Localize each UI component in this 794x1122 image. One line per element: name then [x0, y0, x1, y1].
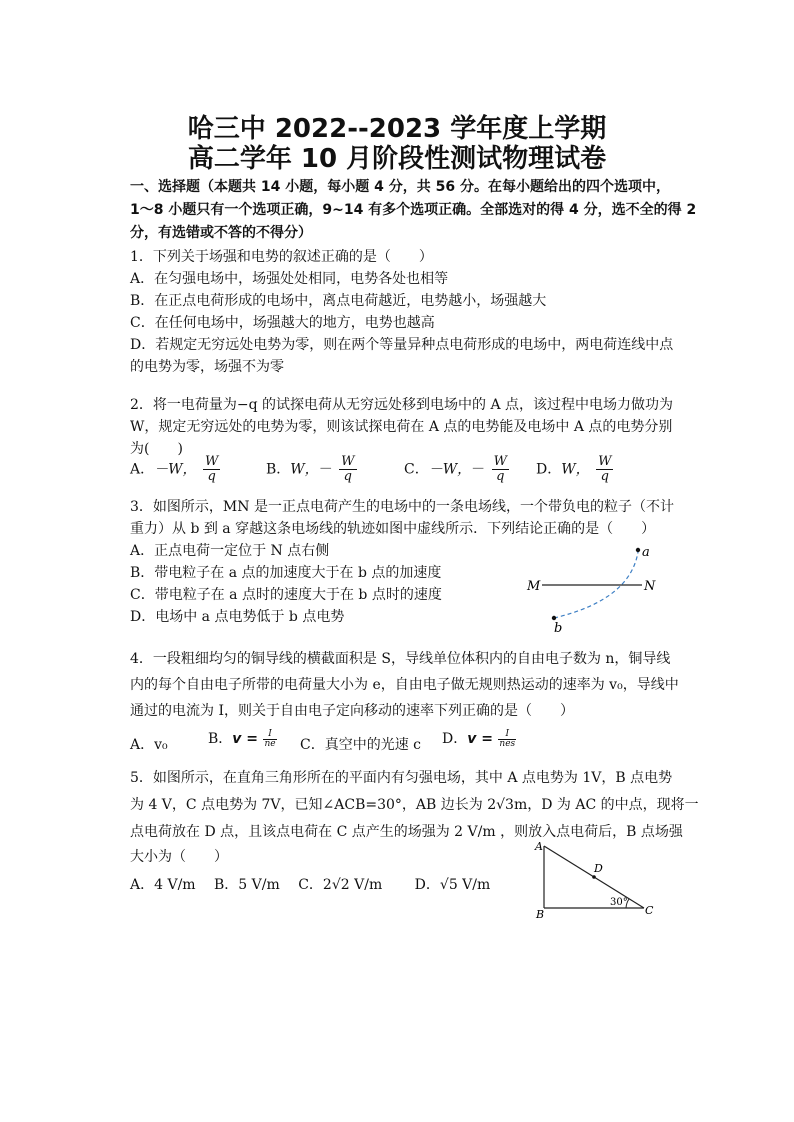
field-line-trajectory-figure	[520, 540, 670, 635]
q3-stem-line1: 3．如图所示，MN 是一正点电荷产生的电场中的一条电场线，一个带负电的粒子（不计	[130, 499, 674, 515]
q2-stem-line1: 2．将一电荷量为−q 的试探电荷从无穷远处移到电场中的 A 点，该过程中电场力做功为	[130, 397, 674, 413]
q4-option-a: A．v₀	[130, 737, 168, 753]
q2-stem-line2: W，规定无穷远处的电势为零，则该试探电荷在 A 点的电势能及电场中 A 点的电势分别	[130, 419, 673, 435]
q5-stem-line1: 5．如图所示，在直角三角形所在的平面内有匀强电场，其中 A 点电势为 1V，B 点电势	[130, 770, 673, 786]
fraction-w-over-q: $\frac{W}{q}$	[341, 454, 355, 484]
section-instructions-line2: 1～8 小题只有一个选项正确，9~14 有多个选项正确。全部选对的得 4 分，选不全的得 2	[130, 202, 697, 218]
q2-option-b: B．W，－ $\frac{W}{q}$	[266, 454, 355, 484]
q2-option-a: A．－W， $\frac{W}{q}$	[130, 454, 219, 484]
q4-stem-line3: 通过的电流为 I，则关于自由电子定向移动的速率下列正确的是（ ）	[130, 703, 574, 719]
fraction-i-over-nes: $\frac{I}{\text{nes}}$	[499, 728, 516, 749]
q3-option-b: B．带电粒子在 a 点的加速度大于在 b 点的加速度	[130, 565, 442, 581]
point-b	[552, 616, 556, 620]
q5-stem-line3: 点电荷放在 D 点，且该点电荷在 C 点产生的场强为 2 V/m ，则放入点电荷后，B 点场强	[130, 824, 683, 840]
label-b: b	[554, 621, 563, 635]
q5-stem-line4: 大小为（ ）	[130, 849, 228, 865]
fraction-i-over-ne: $\frac{I}{ne}$	[264, 728, 276, 749]
q1-option-d-line1: D．若规定无穷远处电势为零，则在两个等量异种点电荷形成的电场中，两电荷连线中点	[130, 337, 674, 353]
q2-stem-line3: 为( )	[130, 441, 183, 457]
q2-option-c: C．－W，－ $\frac{W}{q}$	[404, 454, 507, 484]
q4-stem-line2: 内的每个自由电子所带的电荷量大小为 e，自由电子做无规则热运动的速率为 v₀，导线中	[130, 677, 679, 693]
section-instructions-line1: 一、选择题（本题共 14 小题，每小题 4 分，共 56 分。在每小题给出的四个选项中，	[130, 179, 670, 195]
q2-option-d: D．W， $\frac{W}{q}$	[536, 454, 612, 484]
q4-option-b: B．v = $\frac{I}{ne}$	[208, 728, 276, 749]
q1-option-c: C．在任何电场中，场强越大的地方，电势也越高	[130, 315, 435, 331]
q4-option-c: C．真空中的光速 c	[300, 737, 422, 753]
q3-stem-line2: 重力）从 b 到 a 穿越这条电场线的轨迹如图中虚线所示．下列结论正确的是（ ）	[130, 521, 656, 537]
label-m: M	[527, 579, 541, 594]
label-vertex-b: B	[536, 908, 545, 920]
q1-option-b: B．在正点电荷形成的电场中，离点电荷越近，电势越小，场强越大	[130, 293, 547, 309]
q1-option-d-line2: 的电势为零，场强不为零	[130, 359, 284, 375]
section-instructions-line3: 分，有选错或不答的不得分）	[130, 225, 312, 241]
q5-options: A．4 V/m B．5 V/m C．2√2 V/m D．√5 V/m	[130, 877, 491, 893]
label-vertex-a: A	[535, 840, 543, 853]
q3-option-a: A．正点电荷一定位于 N 点右侧	[130, 543, 330, 559]
label-a: a	[642, 545, 650, 560]
q4-stem-line1: 4．一段粗细均匀的铜导线的横截面积是 S，导线单位体积内的自由电子数为 n，铜导线	[130, 651, 671, 667]
q3-option-d: D．电场中 a 点电势低于 b 点电势	[130, 609, 345, 625]
label-n: N	[644, 579, 656, 594]
angle-label: 30°	[610, 897, 628, 908]
fraction-w-over-q: $\frac{W}{q}$	[598, 454, 612, 484]
exam-title-line1: 哈三中 2022--2023 学年度上学期	[187, 114, 607, 144]
q1-option-a: A．在匀强电场中，场强处处相同，电势各处也相等	[130, 271, 449, 287]
q5-stem-line2: 为 4 V，C 点电势为 7V，已知∠ACB=30°，AB 边长为 2√3m，D 为 AC 的中点，现将一	[130, 797, 699, 813]
point-a	[636, 548, 640, 552]
exam-title-line2: 高二学年 10 月阶段性测试物理试卷	[187, 144, 607, 174]
fraction-w-over-q: $\frac{W}{q}$	[204, 454, 219, 484]
q4-option-d: D．v = $\frac{I}{\text{nes}}$	[442, 728, 516, 749]
label-point-d: D	[594, 862, 603, 875]
fraction-w-over-q: $\frac{W}{q}$	[493, 454, 507, 484]
q3-option-c: C．带电粒子在 a 点时的速度大于在 b 点时的速度	[130, 587, 442, 603]
label-vertex-c: C	[645, 904, 654, 917]
q1-stem: 1．下列关于场强和电势的叙述正确的是（ ）	[130, 249, 433, 265]
right-triangle-figure	[530, 838, 660, 920]
point-d	[592, 875, 596, 879]
